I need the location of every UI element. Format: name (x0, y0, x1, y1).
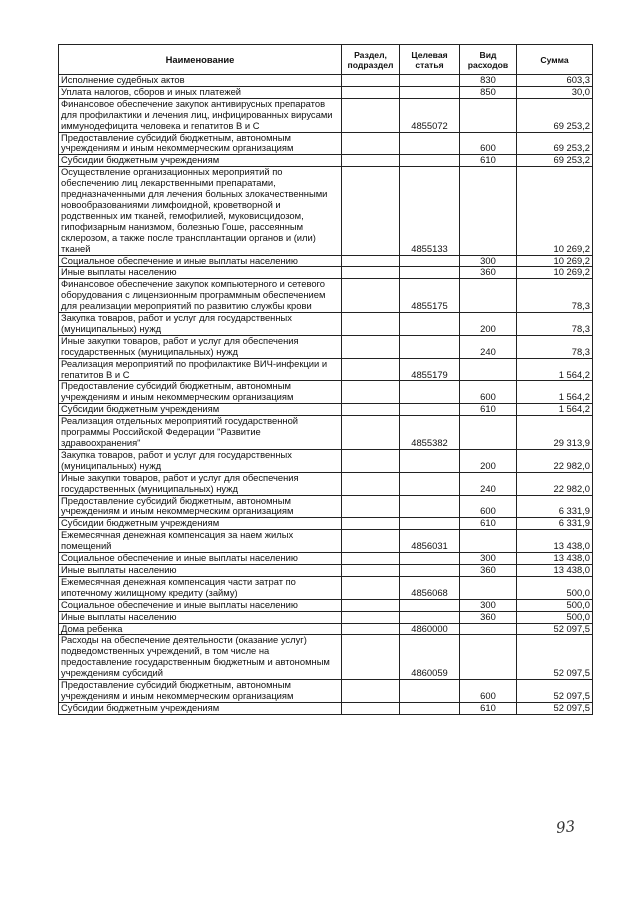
cell-target: 4855072 (400, 98, 460, 132)
cell-sum: 10 269,2 (517, 167, 593, 255)
cell-target (400, 313, 460, 336)
cell-name: Закупка товаров, работ и услуг для государственных (муниципальных) нужд (59, 313, 342, 336)
cell-name: Субсидии бюджетным учреждениям (59, 702, 342, 714)
cell-section (342, 86, 400, 98)
cell-target (400, 702, 460, 714)
cell-type: 200 (460, 449, 517, 472)
table-row (59, 335, 593, 358)
cell-name: Субсидии бюджетным учреждениям (59, 155, 342, 167)
cell-name: Субсидии бюджетным учреждениям (59, 404, 342, 416)
cell-type: 360 (460, 564, 517, 576)
cell-name: Предоставление субсидий бюджетным, автономным учреждениям и иным некоммерческим организациям (59, 680, 342, 703)
cell-target: 4856068 (400, 576, 460, 599)
cell-type: 600 (460, 381, 517, 404)
cell-target: 4856031 (400, 530, 460, 553)
cell-section (342, 635, 400, 680)
cell-type: 600 (460, 132, 517, 155)
cell-name: Закупка товаров, работ и услуг для государственных (муниципальных) нужд (59, 449, 342, 472)
cell-name: Осуществление организационных мероприятий по обеспечению лиц лекарственными препаратами, предназначенными для лечения больных злокачественными новообразованиями лимфоидной, кроветворной и родственных им тканей, гемофилией, муковисцидозом, гипофизарным нанизмом, болезнью Гоше, рассеянным склерозом, а также после трансплантации органов и (или) тканей (59, 167, 342, 255)
cell-target (400, 132, 460, 155)
table-row (59, 449, 593, 472)
cell-target (400, 267, 460, 279)
table-row (59, 530, 593, 553)
cell-type (460, 279, 517, 313)
table-row (59, 576, 593, 599)
table-row (59, 416, 593, 450)
cell-sum: 500,0 (517, 599, 593, 611)
cell-target (400, 611, 460, 623)
cell-sum: 10 269,2 (517, 267, 593, 279)
cell-target (400, 335, 460, 358)
cell-section (342, 564, 400, 576)
cell-target: 4860000 (400, 623, 460, 635)
cell-sum: 78,3 (517, 313, 593, 336)
cell-target (400, 255, 460, 267)
table-row (59, 98, 593, 132)
cell-sum: 52 097,5 (517, 702, 593, 714)
cell-type: 610 (460, 155, 517, 167)
table-row (59, 155, 593, 167)
cell-type: 360 (460, 267, 517, 279)
cell-type (460, 530, 517, 553)
cell-section (342, 267, 400, 279)
cell-section (342, 98, 400, 132)
cell-target: 4855179 (400, 358, 460, 381)
header-section: Раздел, подраздел (342, 45, 400, 75)
cell-section (342, 155, 400, 167)
cell-type (460, 576, 517, 599)
cell-sum: 29 313,9 (517, 416, 593, 450)
cell-name: Предоставление субсидий бюджетным, автономным учреждениям и иным некоммерческим организациям (59, 381, 342, 404)
cell-sum: 603,3 (517, 75, 593, 87)
cell-sum: 22 982,0 (517, 472, 593, 495)
table-row (59, 358, 593, 381)
cell-name: Иные закупки товаров, работ и услуг для обеспечения государственных (муниципальных) нужд (59, 335, 342, 358)
table-row (59, 472, 593, 495)
cell-sum: 78,3 (517, 279, 593, 313)
cell-section (342, 449, 400, 472)
cell-sum: 30,0 (517, 86, 593, 98)
header-name: Наименование (59, 45, 342, 75)
cell-type: 240 (460, 335, 517, 358)
cell-type (460, 623, 517, 635)
cell-sum: 69 253,2 (517, 98, 593, 132)
cell-name: Реализация отдельных мероприятий государственной программы Российской Федерации "Развитие здравоохранения" (59, 416, 342, 450)
cell-section (342, 335, 400, 358)
cell-section (342, 623, 400, 635)
cell-section (342, 132, 400, 155)
cell-name: Предоставление субсидий бюджетным, автономным учреждениям и иным некоммерческим организациям (59, 495, 342, 518)
cell-type (460, 635, 517, 680)
table-row (59, 623, 593, 635)
cell-target (400, 680, 460, 703)
cell-target (400, 564, 460, 576)
table-row (59, 564, 593, 576)
cell-section (342, 358, 400, 381)
table-row (59, 680, 593, 703)
cell-type: 300 (460, 553, 517, 565)
cell-type: 600 (460, 680, 517, 703)
cell-section (342, 680, 400, 703)
budget-table (58, 44, 593, 715)
cell-type: 610 (460, 404, 517, 416)
cell-sum: 10 269,2 (517, 255, 593, 267)
cell-section (342, 702, 400, 714)
cell-name: Дома ребенка (59, 623, 342, 635)
header-type: Вид расходов (460, 45, 517, 75)
table-row (59, 75, 593, 87)
table-row (59, 381, 593, 404)
cell-type: 600 (460, 495, 517, 518)
table-row (59, 255, 593, 267)
cell-type (460, 358, 517, 381)
cell-sum: 1 564,2 (517, 358, 593, 381)
table-row (59, 553, 593, 565)
cell-name: Ежемесячная денежная компенсация части затрат по ипотечному жилищному кредиту (займу) (59, 576, 342, 599)
cell-target (400, 553, 460, 565)
cell-type: 830 (460, 75, 517, 87)
table-row (59, 495, 593, 518)
cell-sum: 6 331,9 (517, 495, 593, 518)
cell-type: 360 (460, 611, 517, 623)
cell-sum: 78,3 (517, 335, 593, 358)
cell-target: 4855133 (400, 167, 460, 255)
cell-type: 610 (460, 702, 517, 714)
cell-section (342, 599, 400, 611)
cell-section (342, 472, 400, 495)
cell-name: Финансовое обеспечение закупок компьютерного и сетевого оборудования с лицензионным программным обеспечением для реализации мероприятий по развитию службы крови (59, 279, 342, 313)
cell-sum: 69 253,2 (517, 155, 593, 167)
cell-sum: 13 438,0 (517, 530, 593, 553)
cell-target (400, 86, 460, 98)
cell-type: 300 (460, 255, 517, 267)
cell-name: Социальное обеспечение и иные выплаты населению (59, 599, 342, 611)
cell-section (342, 530, 400, 553)
table-row (59, 132, 593, 155)
cell-sum: 13 438,0 (517, 553, 593, 565)
cell-name: Расходы на обеспечение деятельности (оказание услуг) подведомственных учреждений, в том числе на предоставление государственным бюджетным и автономным учреждениям субсидий (59, 635, 342, 680)
cell-sum: 22 982,0 (517, 449, 593, 472)
cell-name: Иные выплаты населению (59, 267, 342, 279)
cell-target (400, 495, 460, 518)
cell-name: Финансовое обеспечение закупок антивирусных препаратов для профилактики и лечения лиц, инфицированных вирусами иммунодефицита человека и гепатитов В и С (59, 98, 342, 132)
header-sum: Сумма (517, 45, 593, 75)
cell-section (342, 381, 400, 404)
cell-name: Субсидии бюджетным учреждениям (59, 518, 342, 530)
table-row (59, 702, 593, 714)
cell-section (342, 279, 400, 313)
cell-target (400, 75, 460, 87)
cell-target (400, 155, 460, 167)
cell-name: Иные закупки товаров, работ и услуг для обеспечения государственных (муниципальных) нужд (59, 472, 342, 495)
cell-sum: 52 097,5 (517, 635, 593, 680)
table-header-row (59, 45, 593, 75)
cell-section (342, 576, 400, 599)
cell-target (400, 518, 460, 530)
cell-sum: 52 097,5 (517, 680, 593, 703)
cell-section (342, 416, 400, 450)
cell-section (342, 404, 400, 416)
table-row (59, 611, 593, 623)
cell-name: Социальное обеспечение и иные выплаты населению (59, 553, 342, 565)
cell-type: 300 (460, 599, 517, 611)
cell-section (342, 313, 400, 336)
cell-target (400, 404, 460, 416)
table-row (59, 279, 593, 313)
cell-target: 4855175 (400, 279, 460, 313)
header-target: Целевая статья (400, 45, 460, 75)
cell-target (400, 472, 460, 495)
cell-type: 610 (460, 518, 517, 530)
cell-name: Исполнение судебных актов (59, 75, 342, 87)
cell-sum: 13 438,0 (517, 564, 593, 576)
cell-section (342, 75, 400, 87)
cell-section (342, 611, 400, 623)
cell-name: Предоставление субсидий бюджетным, автономным учреждениям и иным некоммерческим организациям (59, 132, 342, 155)
cell-target: 4860059 (400, 635, 460, 680)
cell-section (342, 255, 400, 267)
cell-sum: 6 331,9 (517, 518, 593, 530)
table-row (59, 86, 593, 98)
cell-type (460, 98, 517, 132)
cell-target (400, 381, 460, 404)
cell-sum: 500,0 (517, 611, 593, 623)
cell-sum: 69 253,2 (517, 132, 593, 155)
cell-type: 240 (460, 472, 517, 495)
cell-section (342, 495, 400, 518)
table-row (59, 167, 593, 255)
cell-target (400, 449, 460, 472)
cell-type (460, 167, 517, 255)
budget-document (58, 44, 592, 715)
cell-name: Уплата налогов, сборов и иных платежей (59, 86, 342, 98)
table-row (59, 313, 593, 336)
cell-name: Ежемесячная денежная компенсация за наем жилых помещений (59, 530, 342, 553)
cell-type: 850 (460, 86, 517, 98)
page-number: 93 (555, 817, 576, 837)
cell-section (342, 518, 400, 530)
cell-section (342, 167, 400, 255)
cell-type (460, 416, 517, 450)
cell-sum: 500,0 (517, 576, 593, 599)
cell-target (400, 599, 460, 611)
table-row (59, 518, 593, 530)
cell-name: Иные выплаты населению (59, 564, 342, 576)
cell-sum: 1 564,2 (517, 381, 593, 404)
table-row (59, 404, 593, 416)
cell-name: Иные выплаты населению (59, 611, 342, 623)
table-row (59, 635, 593, 680)
cell-target: 4855382 (400, 416, 460, 450)
cell-type: 200 (460, 313, 517, 336)
cell-name: Социальное обеспечение и иные выплаты населению (59, 255, 342, 267)
cell-section (342, 553, 400, 565)
table-body (59, 75, 593, 715)
cell-sum: 52 097,5 (517, 623, 593, 635)
cell-name: Реализация мероприятий по профилактике ВИЧ-инфекции и гепатитов В и С (59, 358, 342, 381)
table-row (59, 599, 593, 611)
cell-sum: 1 564,2 (517, 404, 593, 416)
table-row (59, 267, 593, 279)
